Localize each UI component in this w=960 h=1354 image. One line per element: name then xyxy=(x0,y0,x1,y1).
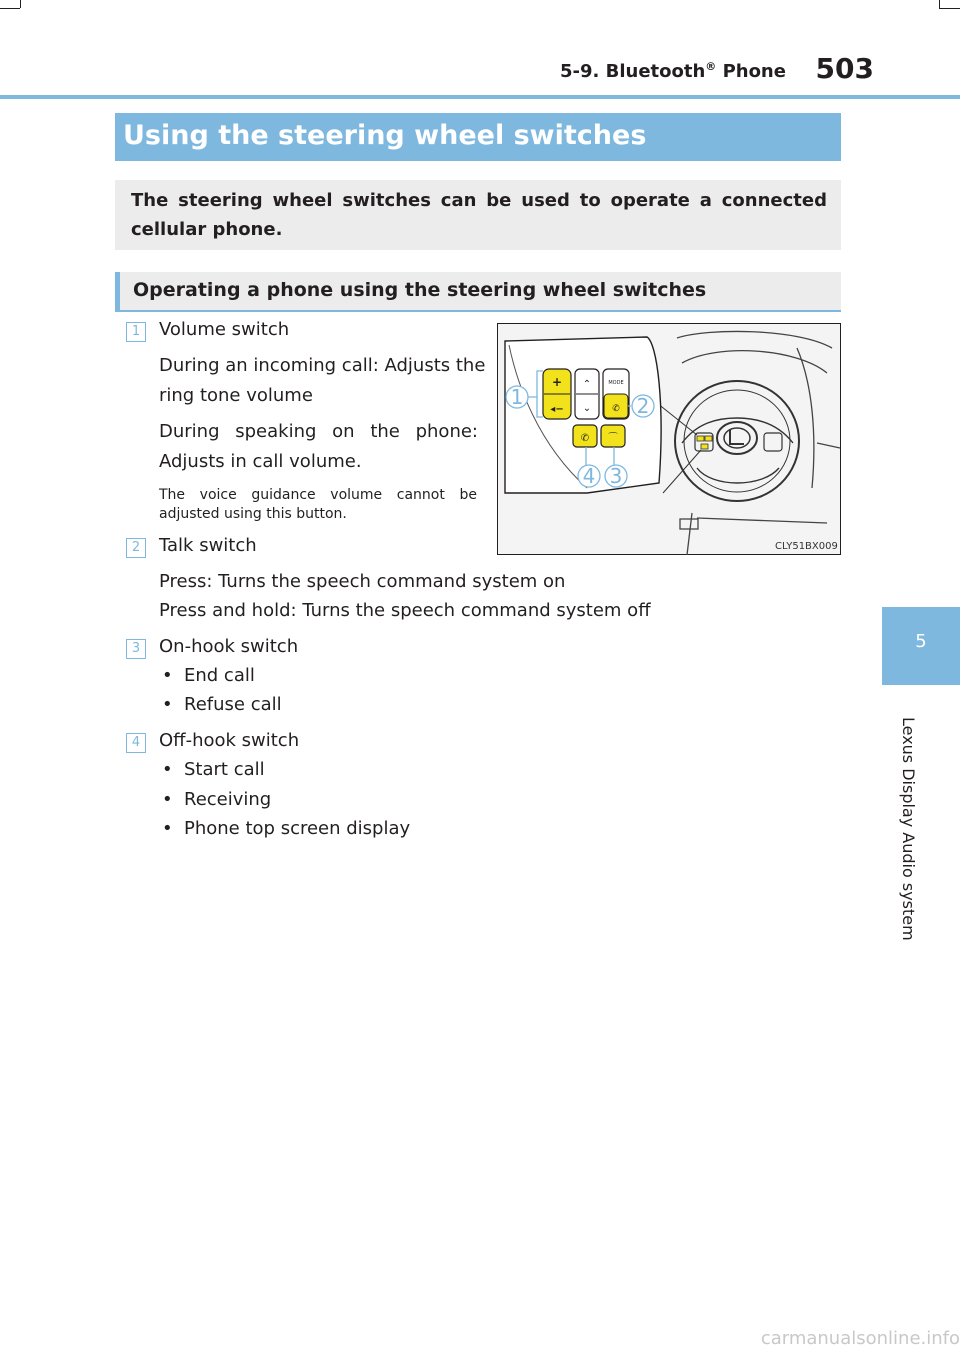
item-title-volume-switch: Volume switch xyxy=(159,319,290,340)
section-title-bar xyxy=(115,113,841,161)
crop-mark xyxy=(939,8,960,9)
watermark: carmanualsonline.info xyxy=(760,1328,960,1349)
subheading-bar xyxy=(115,272,841,312)
crop-mark xyxy=(0,8,20,9)
bullet-item: • Start call xyxy=(184,759,265,780)
section-title: Using the steering wheel switches xyxy=(123,120,647,151)
item-text: During speaking on the phone: xyxy=(159,421,478,442)
svg-text:⌃: ⌃ xyxy=(582,379,592,390)
svg-text:⌄: ⌄ xyxy=(582,403,592,414)
intro-text: The steering wheel switches can be used to operate a connected cellular phone. xyxy=(131,190,827,240)
subheading-accent xyxy=(115,272,120,310)
item-text: ring tone volume xyxy=(159,385,313,406)
item-number-3: 3 xyxy=(126,639,146,659)
bullet-item: • End call xyxy=(184,665,255,686)
header-rule xyxy=(0,95,960,99)
item-title-talk-switch: Talk switch xyxy=(159,535,257,556)
item-number-4: 4 xyxy=(126,733,146,753)
item-number-2: 2 xyxy=(126,538,146,558)
item-title-off-hook-switch: Off-hook switch xyxy=(159,730,300,751)
figure-code: CLY51BX009 xyxy=(775,541,838,552)
callout-3: 3 xyxy=(609,464,623,488)
chapter-label: Lexus Display Audio system xyxy=(899,717,918,941)
callout-1: 1 xyxy=(510,385,524,409)
svg-text:⌒: ⌒ xyxy=(608,433,618,444)
svg-text:✆: ✆ xyxy=(580,433,590,444)
svg-text:✆: ✆ xyxy=(612,404,620,414)
bullet-item: • Phone top screen display xyxy=(184,818,410,839)
page-number: 503 xyxy=(815,52,874,85)
mode-label: MODE xyxy=(608,380,624,386)
bullet-item: • Receiving xyxy=(184,789,271,810)
crop-mark xyxy=(939,0,940,8)
item-note: The voice guidance volume cannot be adjusted using this button. xyxy=(159,487,477,522)
item-text: During an incoming call: Adjusts the xyxy=(159,355,486,376)
svg-text:◂−: ◂− xyxy=(550,404,564,415)
crop-mark xyxy=(20,0,21,8)
chapter-tab xyxy=(882,607,960,685)
chapter-number: 5 xyxy=(915,631,927,652)
item-text: Press: Turns the speech command system on xyxy=(159,571,566,592)
intro-box xyxy=(115,180,841,250)
item-title-on-hook-switch: On-hook switch xyxy=(159,636,299,657)
callout-4: 4 xyxy=(582,464,596,488)
running-header: 5-9. Bluetooth® Phone xyxy=(560,60,786,82)
subheading: Operating a phone using the steering wheel switches xyxy=(133,279,707,301)
item-number-1: 1 xyxy=(126,322,146,342)
item-text: Adjusts in call volume. xyxy=(159,451,362,472)
item-text: Press and hold: Turns the speech command system off xyxy=(159,600,651,621)
svg-text:+: + xyxy=(551,375,563,389)
steering-wheel-illustration xyxy=(497,323,841,555)
callout-2: 2 xyxy=(636,394,650,418)
bullet-item: • Refuse call xyxy=(184,694,282,715)
